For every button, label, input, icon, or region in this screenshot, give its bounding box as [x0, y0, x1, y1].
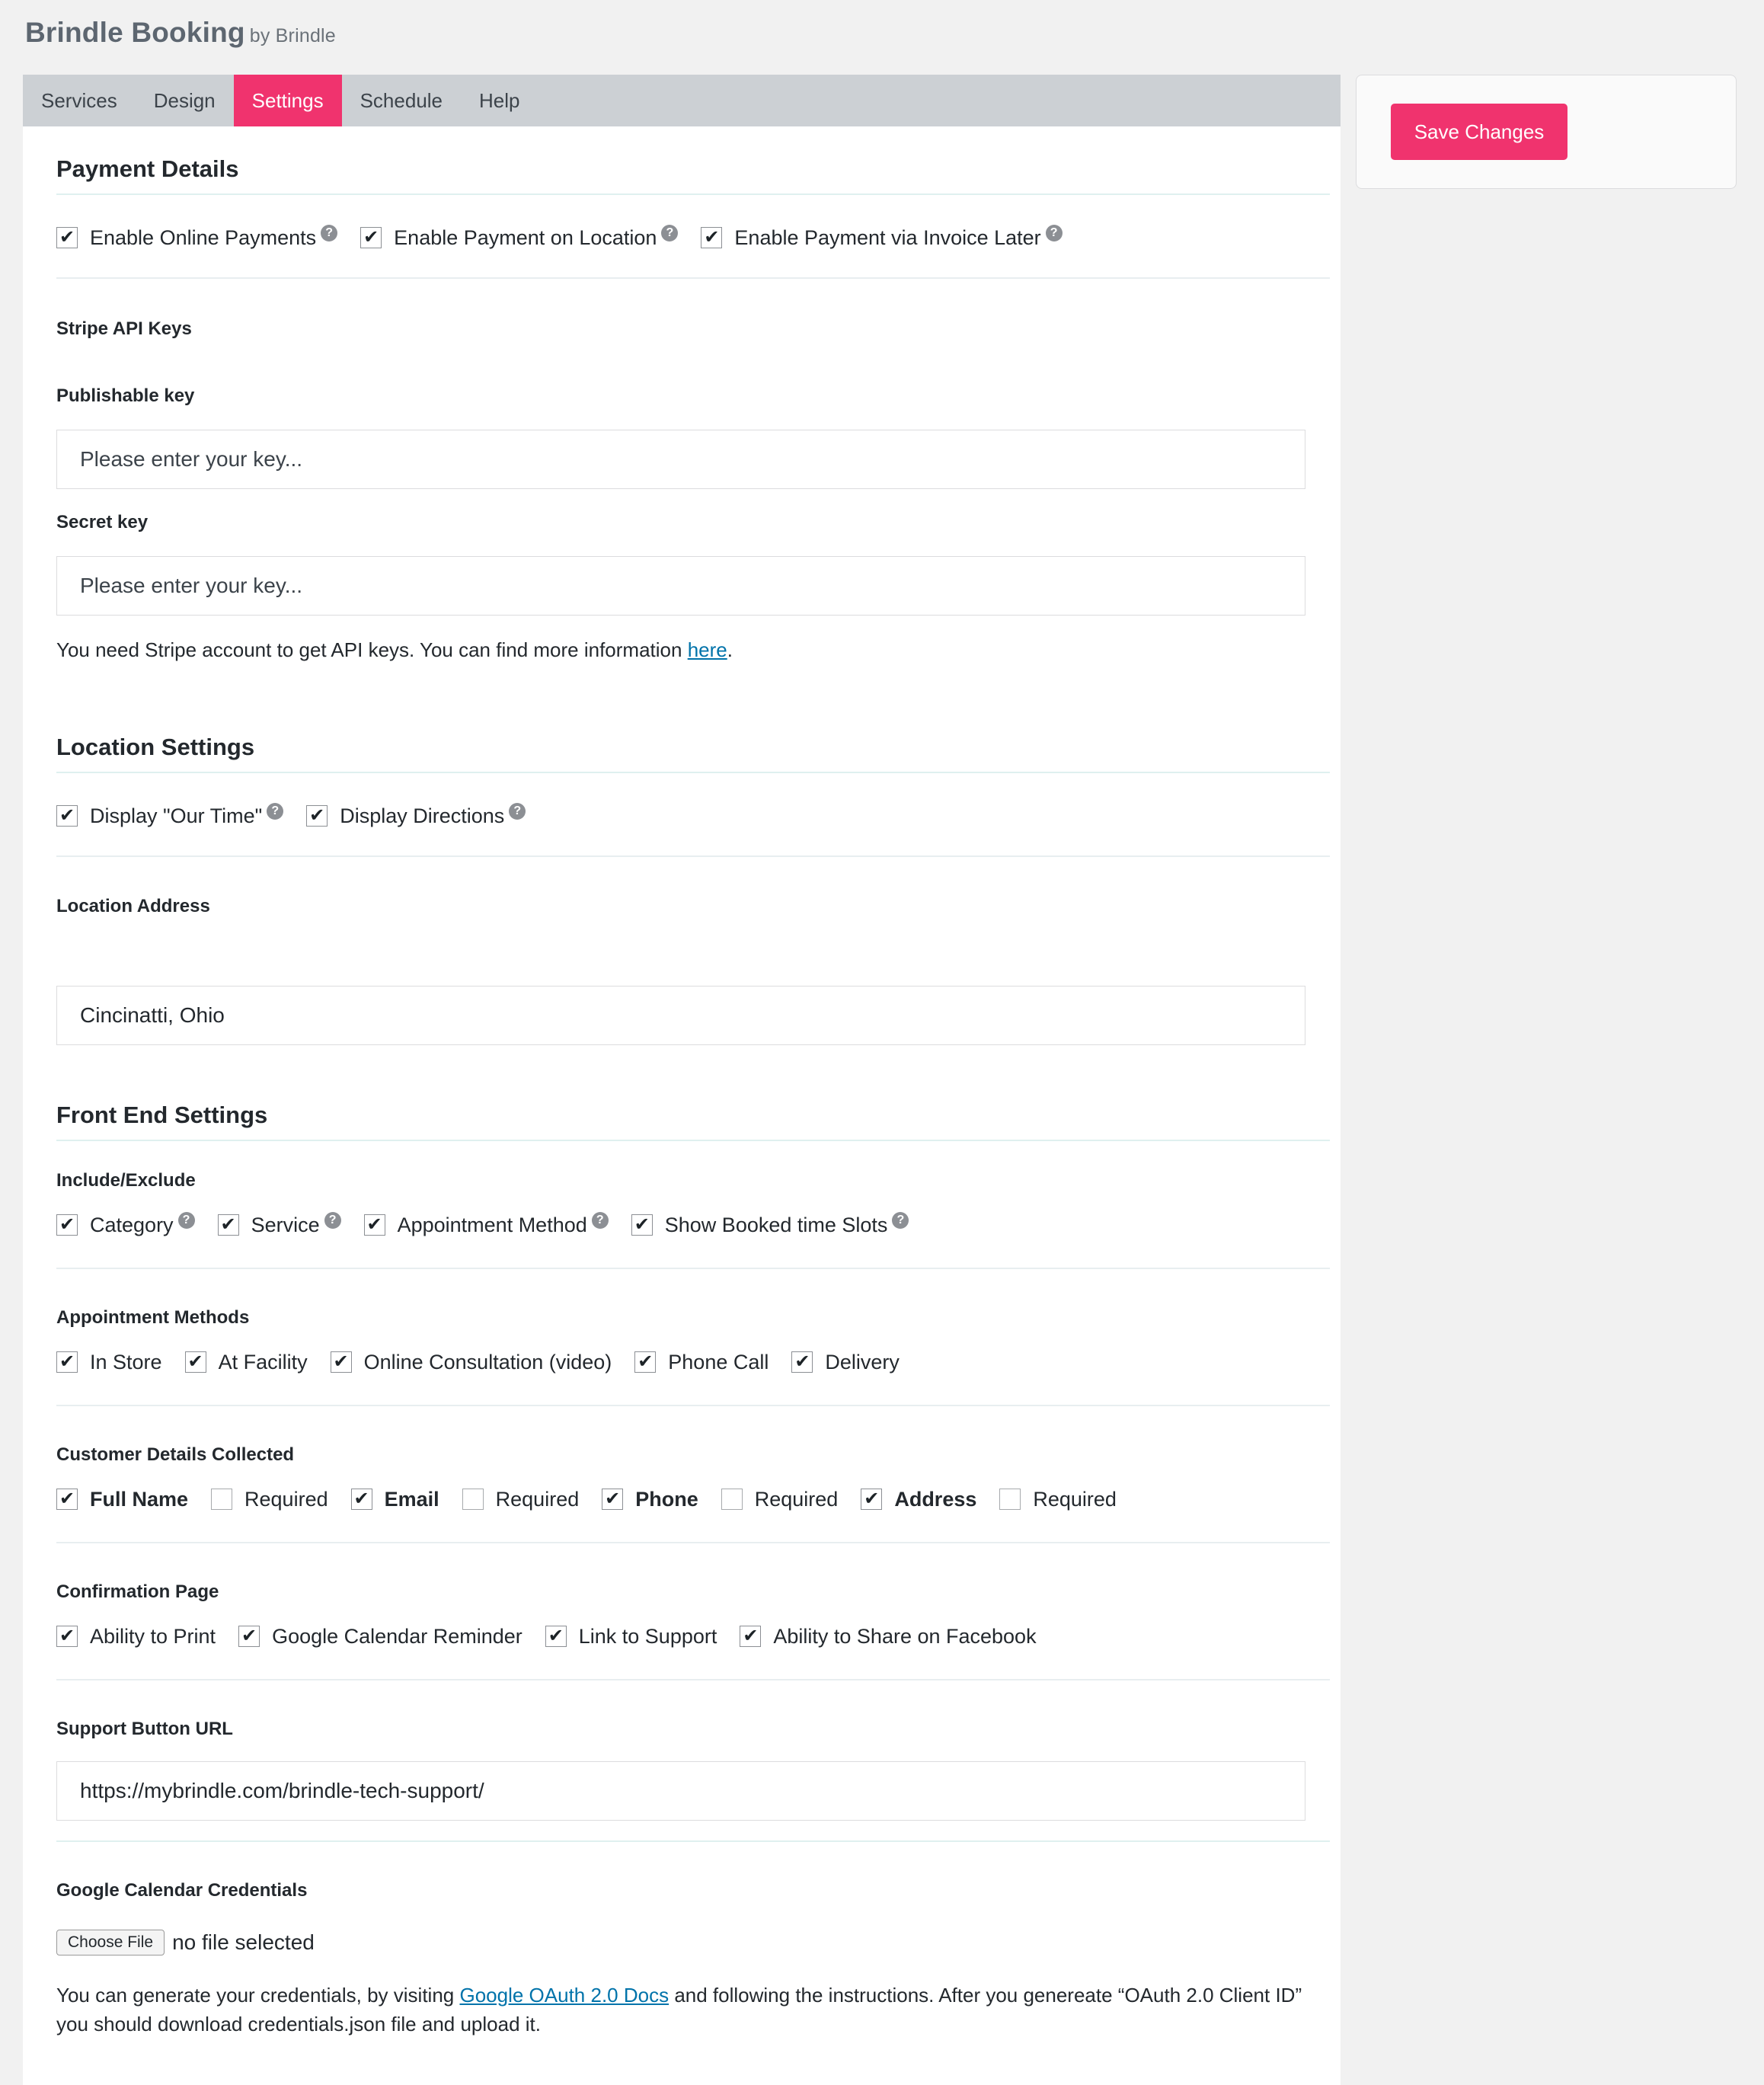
help-icon[interactable]: ? — [267, 803, 283, 820]
location-address-label: Location Address — [56, 896, 210, 916]
gcal-note-end: and following the instructions. After you genereate “OAuth 2.0 Client ID” you should download credentials.json file and upload it. — [56, 1984, 1302, 2035]
file-upload — [56, 1929, 315, 1956]
tab-services[interactable]: Services — [41, 89, 117, 112]
stripe-note-end: . — [727, 638, 733, 661]
enable-online-payments-checkbox[interactable]: ✔ — [56, 227, 78, 248]
required-label: Required — [244, 1487, 328, 1511]
required-label: Required — [1033, 1487, 1117, 1511]
divider — [56, 772, 1330, 773]
app-by-line: by Brindle — [249, 25, 336, 46]
support-button-url-input[interactable] — [56, 1761, 1305, 1821]
required-label: Required — [495, 1487, 580, 1511]
option-label: Enable Payment via Invoice Later — [734, 225, 1041, 249]
option-label: Full Name — [90, 1487, 189, 1511]
email-checkbox[interactable]: ✔ — [351, 1489, 372, 1510]
publishable-key-label: Publishable key — [56, 385, 195, 406]
option-label: Phone Call — [668, 1350, 769, 1373]
include-options — [56, 1211, 932, 1239]
display-our-time-checkbox[interactable]: ✔ — [56, 805, 78, 827]
online-consultation-checkbox[interactable]: ✔ — [331, 1351, 352, 1373]
delivery-checkbox[interactable]: ✔ — [791, 1351, 813, 1373]
payment-details-title: Payment Details — [56, 155, 239, 182]
show-booked-slots-checkbox[interactable]: ✔ — [631, 1214, 653, 1236]
stripe-note — [56, 638, 733, 662]
google-oauth-docs-link[interactable]: Google OAuth 2.0 Docs — [459, 1984, 669, 2007]
address-checkbox[interactable]: ✔ — [861, 1489, 882, 1510]
appointment-methods-label: Appointment Methods — [56, 1307, 250, 1328]
required-label: Required — [754, 1487, 839, 1511]
location-options — [56, 802, 548, 830]
help-icon[interactable]: ? — [178, 1212, 195, 1229]
address-required-checkbox[interactable] — [999, 1489, 1021, 1510]
save-changes-button[interactable]: Save Changes — [1391, 104, 1567, 160]
option-label: Google Calendar Reminder — [272, 1624, 522, 1648]
google-oauth-note — [56, 1981, 1305, 2039]
payment-options — [56, 224, 1085, 251]
option-label: Online Consultation (video) — [363, 1350, 612, 1373]
customer-details-options — [56, 1485, 1139, 1513]
option-label: Ability to Print — [90, 1624, 216, 1648]
full-name-checkbox[interactable]: ✔ — [56, 1489, 78, 1510]
in-store-checkbox[interactable]: ✔ — [56, 1351, 78, 1373]
include-exclude-label: Include/Exclude — [56, 1170, 196, 1191]
divider — [56, 1679, 1330, 1680]
secret-key-label: Secret key — [56, 512, 149, 532]
help-icon[interactable]: ? — [324, 1212, 341, 1229]
option-label: Appointment Method — [397, 1213, 587, 1236]
front-end-settings-title: Front End Settings — [56, 1102, 268, 1128]
option-label: Enable Online Payments — [90, 225, 317, 249]
location-settings-title: Location Settings — [56, 734, 255, 760]
secret-key-input[interactable] — [56, 556, 1305, 616]
publishable-key-input[interactable] — [56, 430, 1305, 489]
option-label: Delivery — [825, 1350, 900, 1373]
divider — [56, 1405, 1330, 1406]
phone-call-checkbox[interactable]: ✔ — [634, 1351, 656, 1373]
divider — [56, 1542, 1330, 1543]
help-icon[interactable]: ? — [321, 225, 337, 241]
divider — [56, 277, 1330, 279]
tab-settings[interactable]: Settings — [234, 75, 342, 126]
option-label: Display "Our Time" — [90, 804, 263, 827]
choose-file-button[interactable]: Choose File — [56, 1930, 165, 1955]
divider — [56, 855, 1330, 857]
appointment-methods-options — [56, 1348, 922, 1376]
divider — [56, 1140, 1330, 1141]
option-label: Show Booked time Slots — [664, 1213, 888, 1236]
divider — [56, 1840, 1330, 1842]
at-facility-checkbox[interactable]: ✔ — [185, 1351, 206, 1373]
phone-required-checkbox[interactable] — [721, 1489, 743, 1510]
divider — [56, 193, 1330, 195]
option-label: In Store — [90, 1350, 162, 1373]
option-label: Link to Support — [578, 1624, 717, 1648]
google-calendar-credentials-label: Google Calendar Credentials — [56, 1880, 308, 1901]
app-name: Brindle Booking — [25, 17, 245, 48]
option-label: Email — [384, 1487, 439, 1511]
appointment-method-checkbox[interactable]: ✔ — [364, 1214, 385, 1236]
stripe-note-text: You need Stripe account to get API keys. You can find more information — [56, 638, 688, 661]
tab-schedule[interactable]: Schedule — [360, 89, 443, 112]
option-label: Ability to Share on Facebook — [773, 1624, 1037, 1648]
enable-payment-via-invoice-checkbox[interactable]: ✔ — [701, 227, 722, 248]
option-label: Service — [251, 1213, 320, 1236]
category-checkbox[interactable]: ✔ — [56, 1214, 78, 1236]
display-directions-checkbox[interactable]: ✔ — [306, 805, 328, 827]
enable-payment-on-location-checkbox[interactable]: ✔ — [360, 227, 382, 248]
tab-design[interactable]: Design — [153, 89, 216, 112]
support-button-url-label: Support Button URL — [56, 1719, 233, 1739]
gcal-note-text: You can generate your credentials, by visiting — [56, 1984, 460, 2007]
divider — [56, 1268, 1330, 1269]
confirmation-options — [56, 1623, 1059, 1650]
ability-to-print-checkbox[interactable]: ✔ — [56, 1626, 78, 1647]
settings-panel — [23, 126, 1341, 2085]
customer-details-label: Customer Details Collected — [56, 1444, 295, 1465]
option-label: At Facility — [218, 1350, 308, 1373]
tab-help[interactable]: Help — [479, 89, 520, 112]
confirmation-page-label: Confirmation Page — [56, 1581, 219, 1602]
help-icon[interactable]: ? — [1046, 225, 1063, 241]
phone-checkbox[interactable]: ✔ — [602, 1489, 623, 1510]
stripe-api-keys-heading: Stripe API Keys — [56, 318, 192, 339]
option-label: Phone — [635, 1487, 698, 1511]
help-icon[interactable]: ? — [509, 803, 526, 820]
option-label: Enable Payment on Location — [394, 225, 657, 249]
help-icon[interactable]: ? — [892, 1212, 909, 1229]
option-label: Category — [90, 1213, 174, 1236]
option-label: Address — [894, 1487, 977, 1511]
email-required-checkbox[interactable] — [462, 1489, 484, 1510]
app-title — [25, 17, 336, 49]
help-icon[interactable]: ? — [661, 225, 678, 241]
service-checkbox[interactable]: ✔ — [218, 1214, 239, 1236]
save-panel — [1356, 75, 1737, 189]
stripe-info-link[interactable]: here — [687, 638, 727, 661]
google-calendar-reminder-checkbox[interactable]: ✔ — [238, 1626, 260, 1647]
location-address-input[interactable] — [56, 986, 1305, 1045]
no-file-selected-text: no file selected — [172, 1930, 315, 1954]
full-name-required-checkbox[interactable] — [211, 1489, 232, 1510]
option-label: Display Directions — [340, 804, 505, 827]
share-on-facebook-checkbox[interactable]: ✔ — [740, 1626, 761, 1647]
tab-bar — [23, 75, 1341, 126]
help-icon[interactable]: ? — [592, 1212, 609, 1229]
link-to-support-checkbox[interactable]: ✔ — [545, 1626, 567, 1647]
